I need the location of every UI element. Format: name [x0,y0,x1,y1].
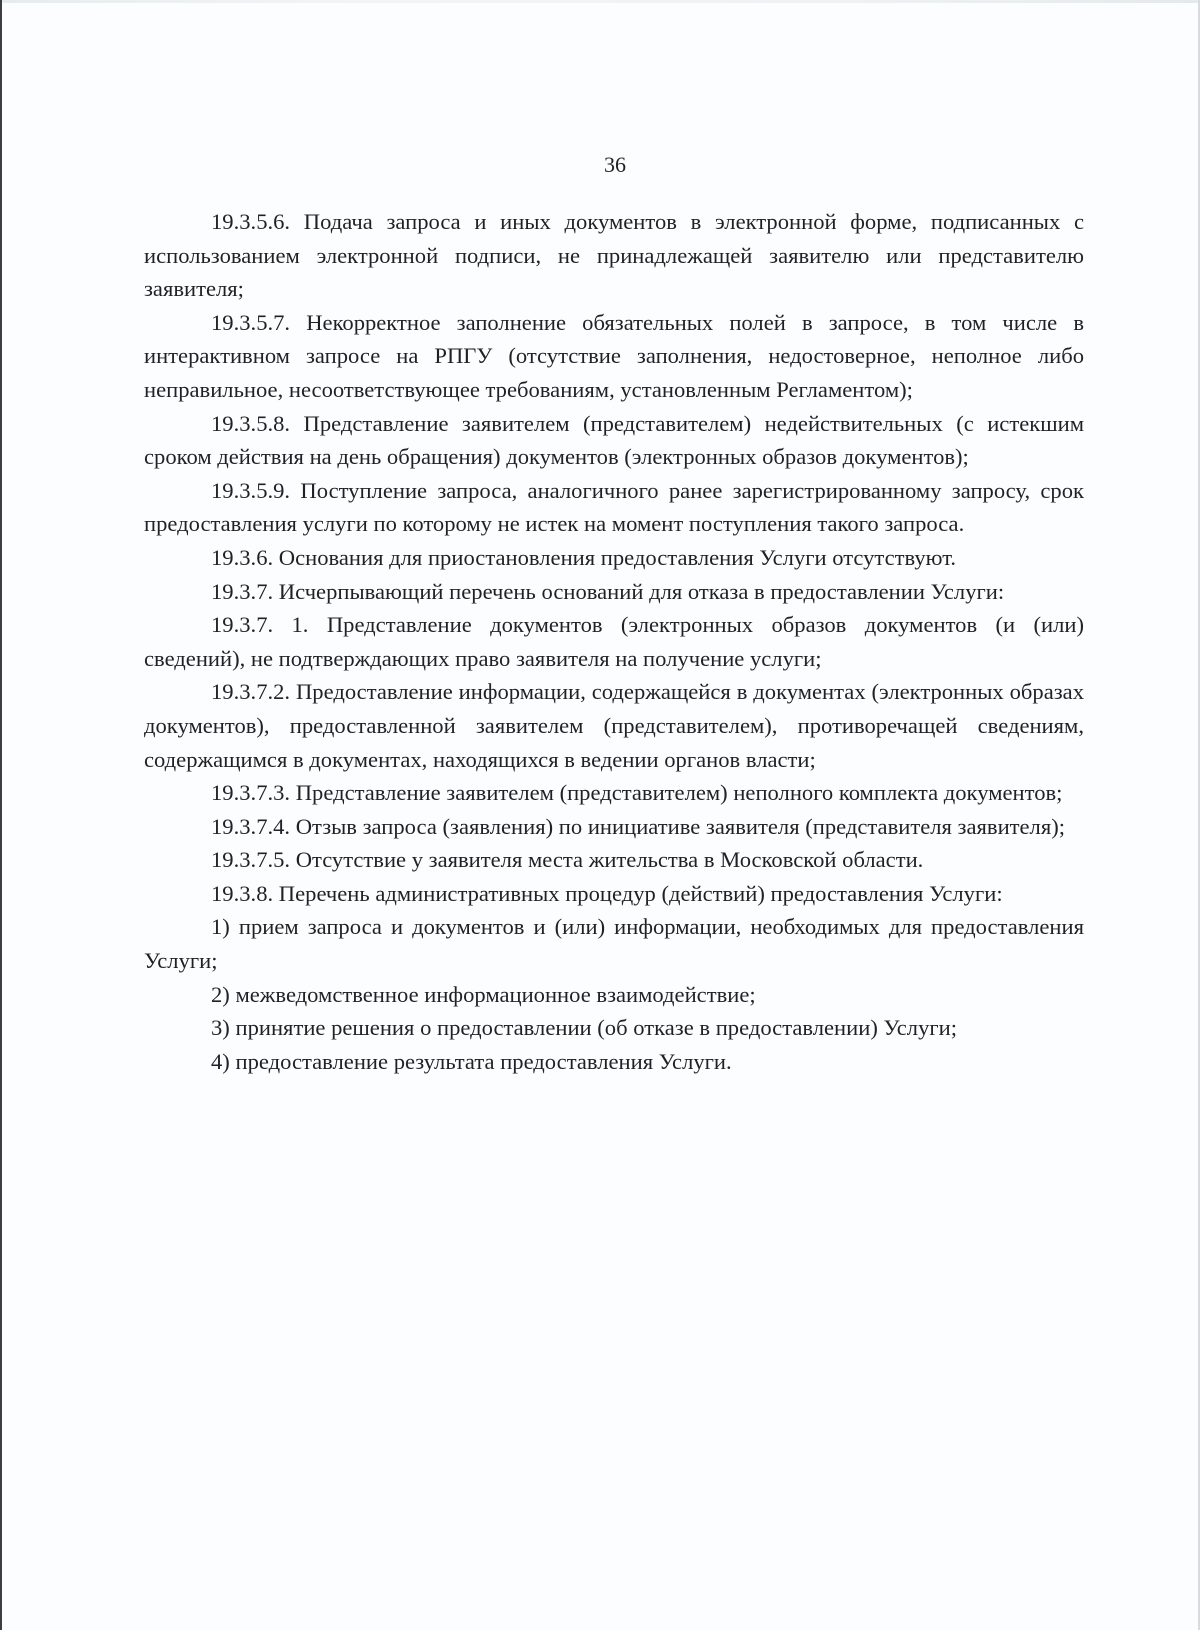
clause-text: Поступление запроса, аналогичного ранее зарегистрированному запросу, срок предоставления услуги по которому не истек на момент поступления такого запроса. [144,477,1084,537]
list-item-text: принятие решения о предоставлении (об отказе в предоставлении) Услуги; [235,1015,958,1041]
clause-text: Подача запроса и иных документов в электронной форме, подписанных с использованием электронной подписи, не принадлежащей заявителю или представителю заявителя; [144,209,1084,302]
scan-left-edge [0,0,2,1630]
list-number: 2) [211,981,230,1007]
list-number: 1) [211,914,230,940]
clause-number: 19.3.6. [211,544,274,570]
paragraph [144,407,1084,474]
clause-number: 19.3.5.7. [211,309,291,335]
paragraph [144,810,1084,844]
clause-number: 19.3.8. [211,880,274,906]
clause-number: 19.3.7. 1. [211,612,309,638]
clause-number: 19.3.7.4. [211,813,291,839]
paragraph [144,205,1084,306]
clause-text: Перечень административных процедур (действий) предоставления Услуги: [278,880,1003,906]
paragraph [144,608,1084,675]
paragraph [144,541,1084,575]
paragraph [144,843,1084,877]
paragraph [144,877,1084,911]
list-item [144,1011,1084,1045]
list-item-text: предоставление результата предоставления Услуги. [235,1048,732,1074]
list-item-text: межведомственное информационное взаимодействие; [235,981,756,1007]
paragraph [144,306,1084,407]
clause-text: Представление заявителем (представителем) неполного комплекта документов; [295,780,1063,806]
clause-number: 19.3.7.3. [211,780,291,806]
clause-number: 19.3.5.9. [211,477,291,503]
list-item-text: прием запроса и документов и (или) информации, необходимых для предоставления Услуги; [144,914,1084,974]
clause-text: Основания для приостановления предоставления Услуги отсутствуют. [278,544,957,570]
paragraph [144,776,1084,810]
clause-number: 19.3.7.2. [211,679,291,705]
clause-text: Отзыв запроса (заявления) по инициативе заявителя (представителя заявителя); [295,813,1066,839]
clause-text: Представление заявителем (представителем) недействительных (с истекшим сроком действия на день обращения) документов (электронных образов документов); [144,410,1084,470]
list-item [144,978,1084,1012]
list-number: 4) [211,1048,230,1074]
clause-number: 19.3.5.6. [211,209,291,234]
list-item [144,910,1084,977]
document-body [144,205,1084,1078]
page-number: 36 [604,152,626,177]
paragraph [144,675,1084,776]
clause-number: 19.3.7. [211,578,274,604]
paragraph [144,575,1084,609]
clause-text: Предоставление информации, содержащейся в документах (электронных образах документов), предоставленной заявителем (представителем), противоречащей сведениям, содержащимся в документах, находящихся в ведении органов власти; [144,679,1084,772]
clause-text: Некорректное заполнение обязательных полей в запросе, в том числе в интерактивном запросе на РПГУ (отсутствие заполнения, недостоверное, неполное либо неправильное, несоответствующее требованиям, установленным Регламентом); [144,309,1084,402]
clause-text: Отсутствие у заявителя места жительства в Московской области. [295,847,924,873]
paragraph [144,474,1084,541]
list-number: 3) [211,1015,230,1041]
clause-number: 19.3.5.8. [211,410,291,436]
scan-top-edge [0,0,1200,3]
list-item [144,1045,1084,1079]
clause-text: Представление документов (электронных образов документов (и (или) сведений), не подтверждающих право заявителя на получение услуги; [144,612,1084,671]
clause-number: 19.3.7.5. [211,847,291,873]
clause-text: Исчерпывающий перечень оснований для отказа в предоставлении Услуги: [278,578,1005,604]
